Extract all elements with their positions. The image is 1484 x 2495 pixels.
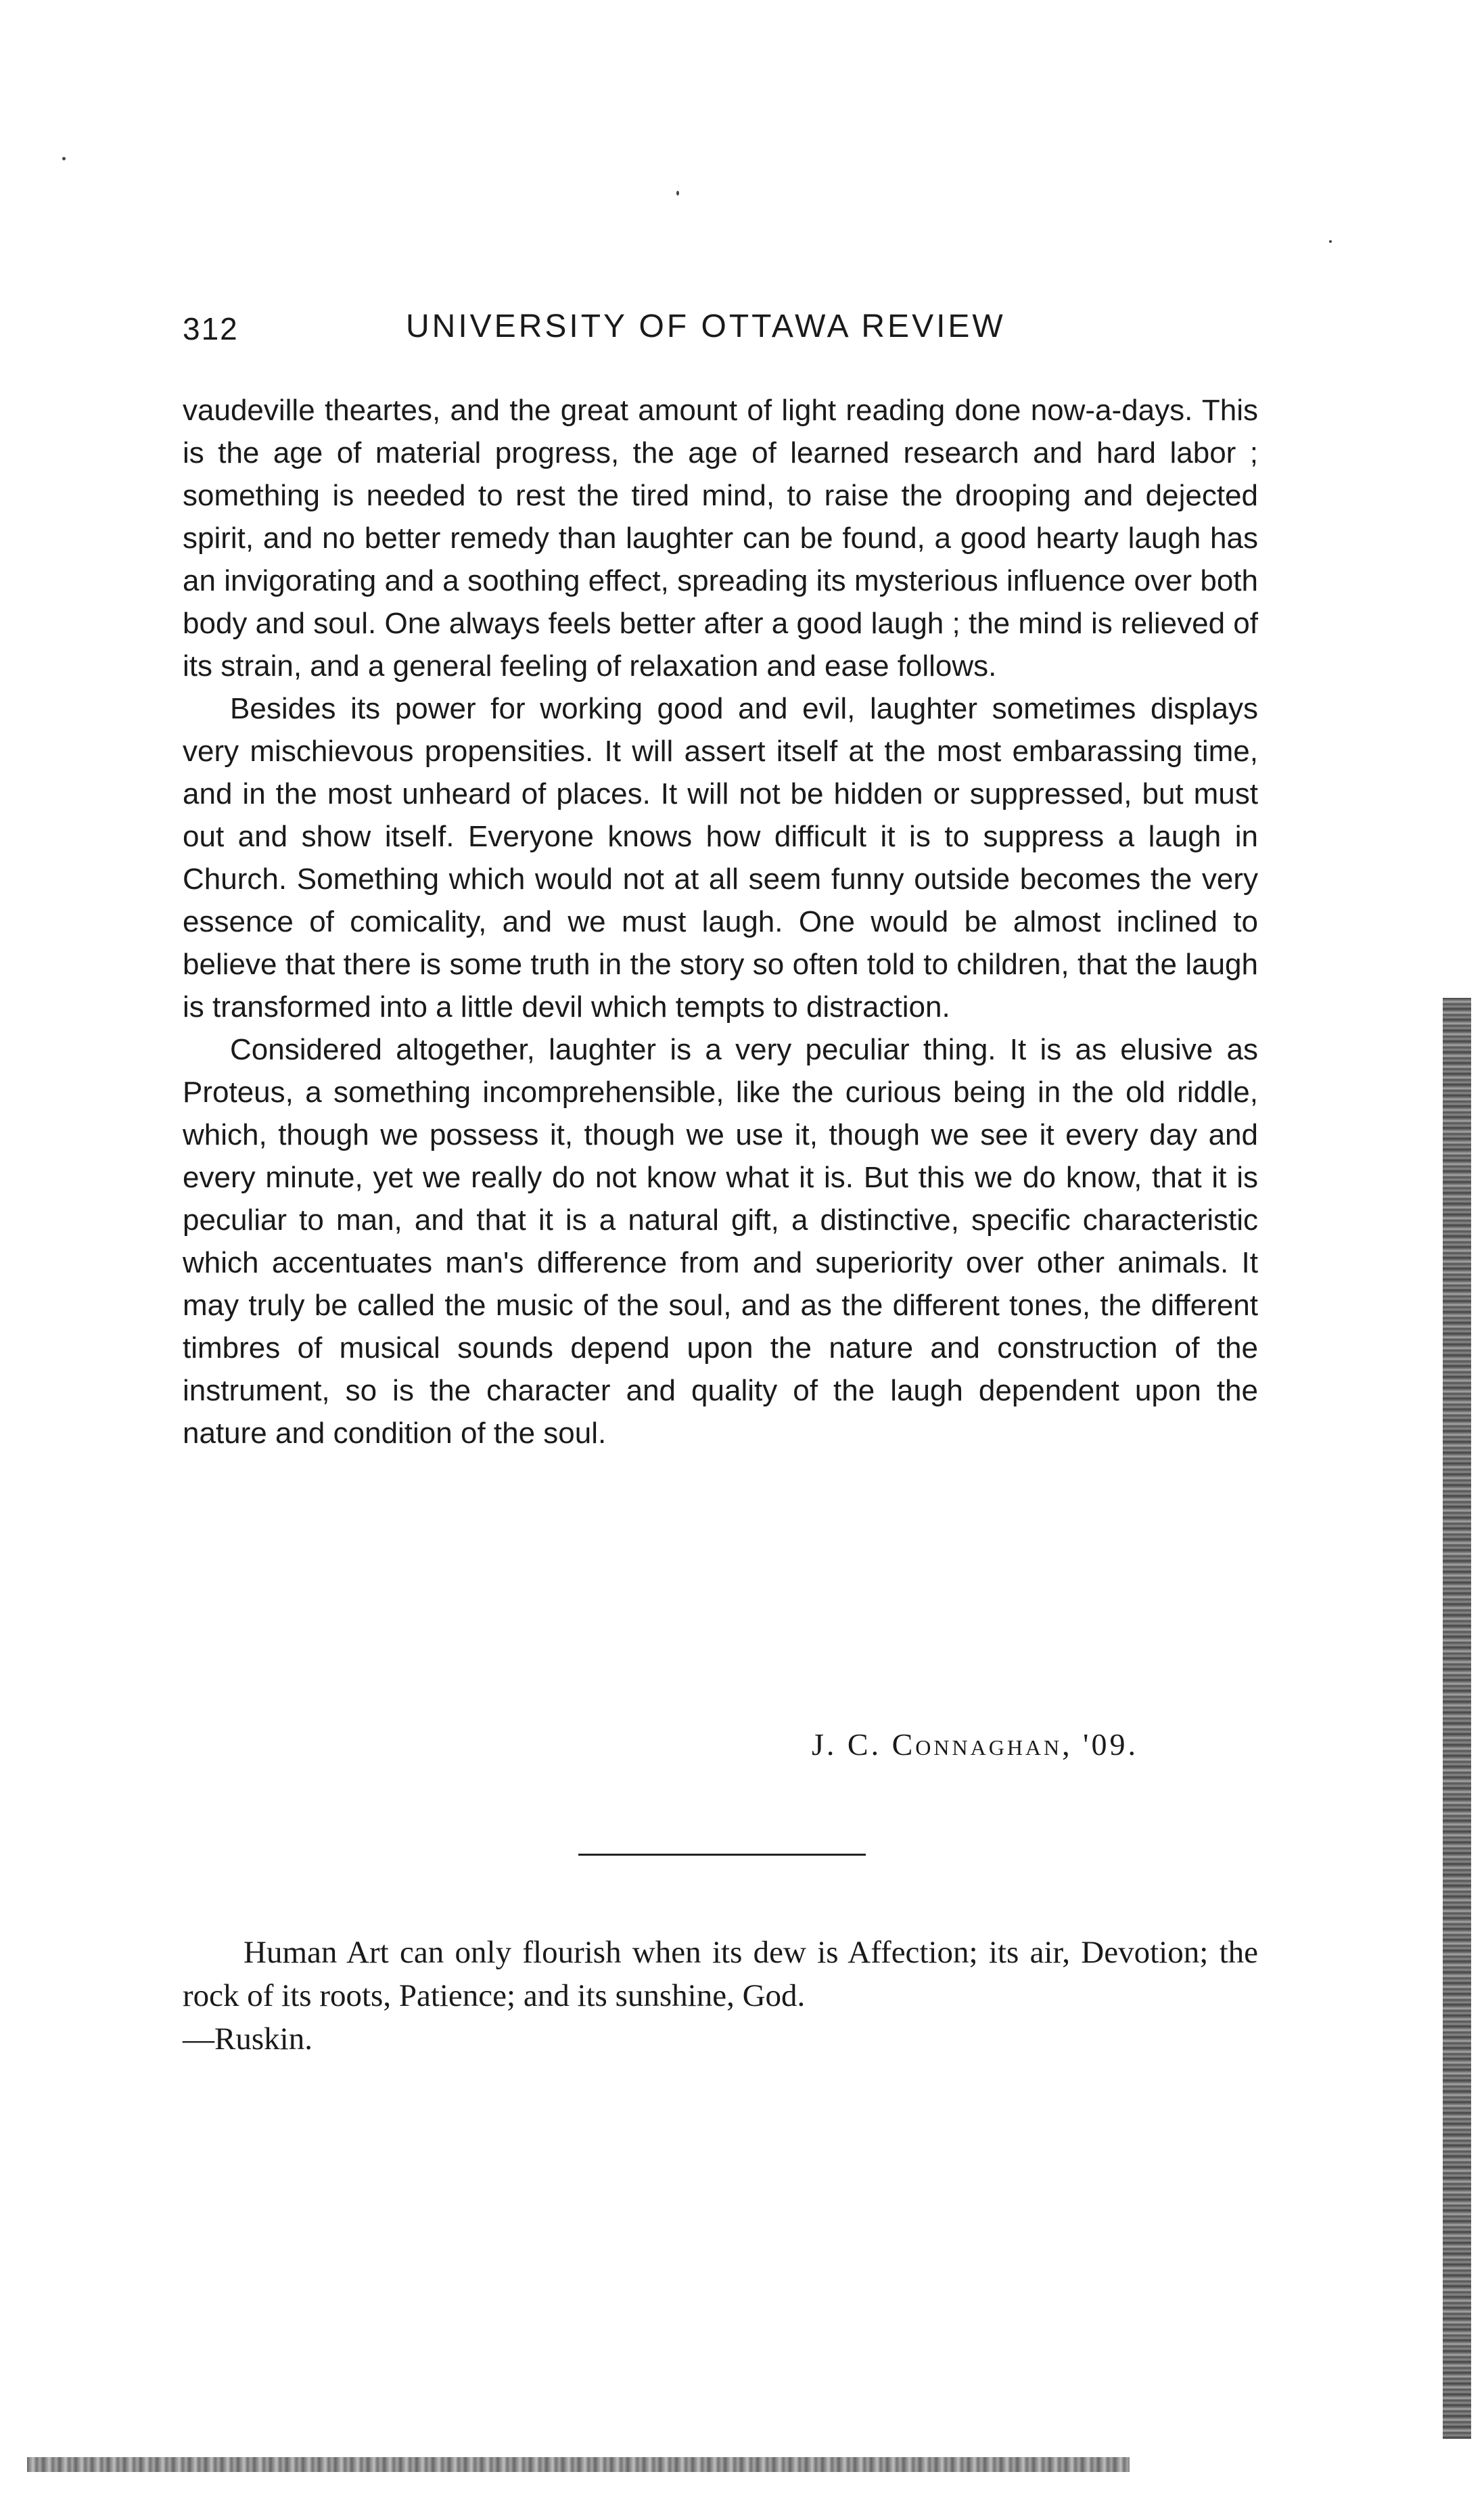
scan-speck (1329, 240, 1332, 243)
author-surname: Connaghan (891, 1727, 1063, 1762)
scan-edge-bottom (27, 2457, 1130, 2472)
author-initials: J. C. (812, 1727, 892, 1762)
page-number: 312 (183, 311, 239, 346)
scan-speck (62, 157, 66, 160)
section-divider (578, 1854, 866, 1856)
closing-quote (183, 1931, 1258, 2061)
paragraph-1: vaudeville theartes, and the great amount of light reading done now-a-days. This is the age of material progress, the age of learned research and hard labor ; something is needed to rest the tired mind, to raise the drooping and dejected spirit, and no better remedy than laughter can be found, a good hearty laugh has an invigorating and a soothing effect, spreading its mysterious influence over both body and soul. One always feels better after a good laugh ; the mind is relieved of its strain, and a general feeling of relaxation and ease follows. (183, 394, 1258, 683)
quote-attribution: —Ruskin. (183, 2021, 312, 2057)
author-class-year: , '09. (1062, 1727, 1138, 1762)
paragraph-2: Besides its power for working good and evil, laughter sometimes displays very mischievous propensities. It will assert itself at the most embarassing time, and in the most unheard of places. It will not be hidden or suppressed, but must out and show itself. Everyone knows how difficult it is to suppress a laugh in Church. Something which would not at all seem funny outside becomes the very essence of comicality, and we must laugh. One would be almost inclined to believe that there is some truth in the story so often told to children, that the laugh is transformed into a little devil which tempts to distraction. (183, 692, 1258, 1024)
scan-edge-right (1443, 998, 1471, 2439)
running-title: UNIVERSITY OF OTTAWA REVIEW (406, 308, 1006, 344)
author-signature (812, 1726, 1138, 1762)
scan-speck (676, 191, 679, 196)
article-body (183, 389, 1258, 1455)
quote-text: Human Art can only flourish when its dew is Affection; its air, Devotion; the rock of its roots, Patience; and its sunshine, God. (183, 1935, 1258, 2013)
paragraph-3: Considered altogether, laughter is a very peculiar thing. It is as elusive as Proteus, a something incomprehensible, like the curious being in the old riddle, which, though we possess it, though we use it, though we see it every day and every minute, yet we really do not know what it is. But this we do know, that it is peculiar to man, and that it is a natural gift, a distinctive, specific characteristic which accentuates man's difference from and superiority over other animals. It may truly be called the music of the soul, and as the different tones, the different timbres of musical sounds depend upon the nature and construction of the instrument, so is the character and quality of the laugh dependent upon the nature and condition of the soul. (183, 1033, 1258, 1450)
page-header (183, 308, 1265, 362)
